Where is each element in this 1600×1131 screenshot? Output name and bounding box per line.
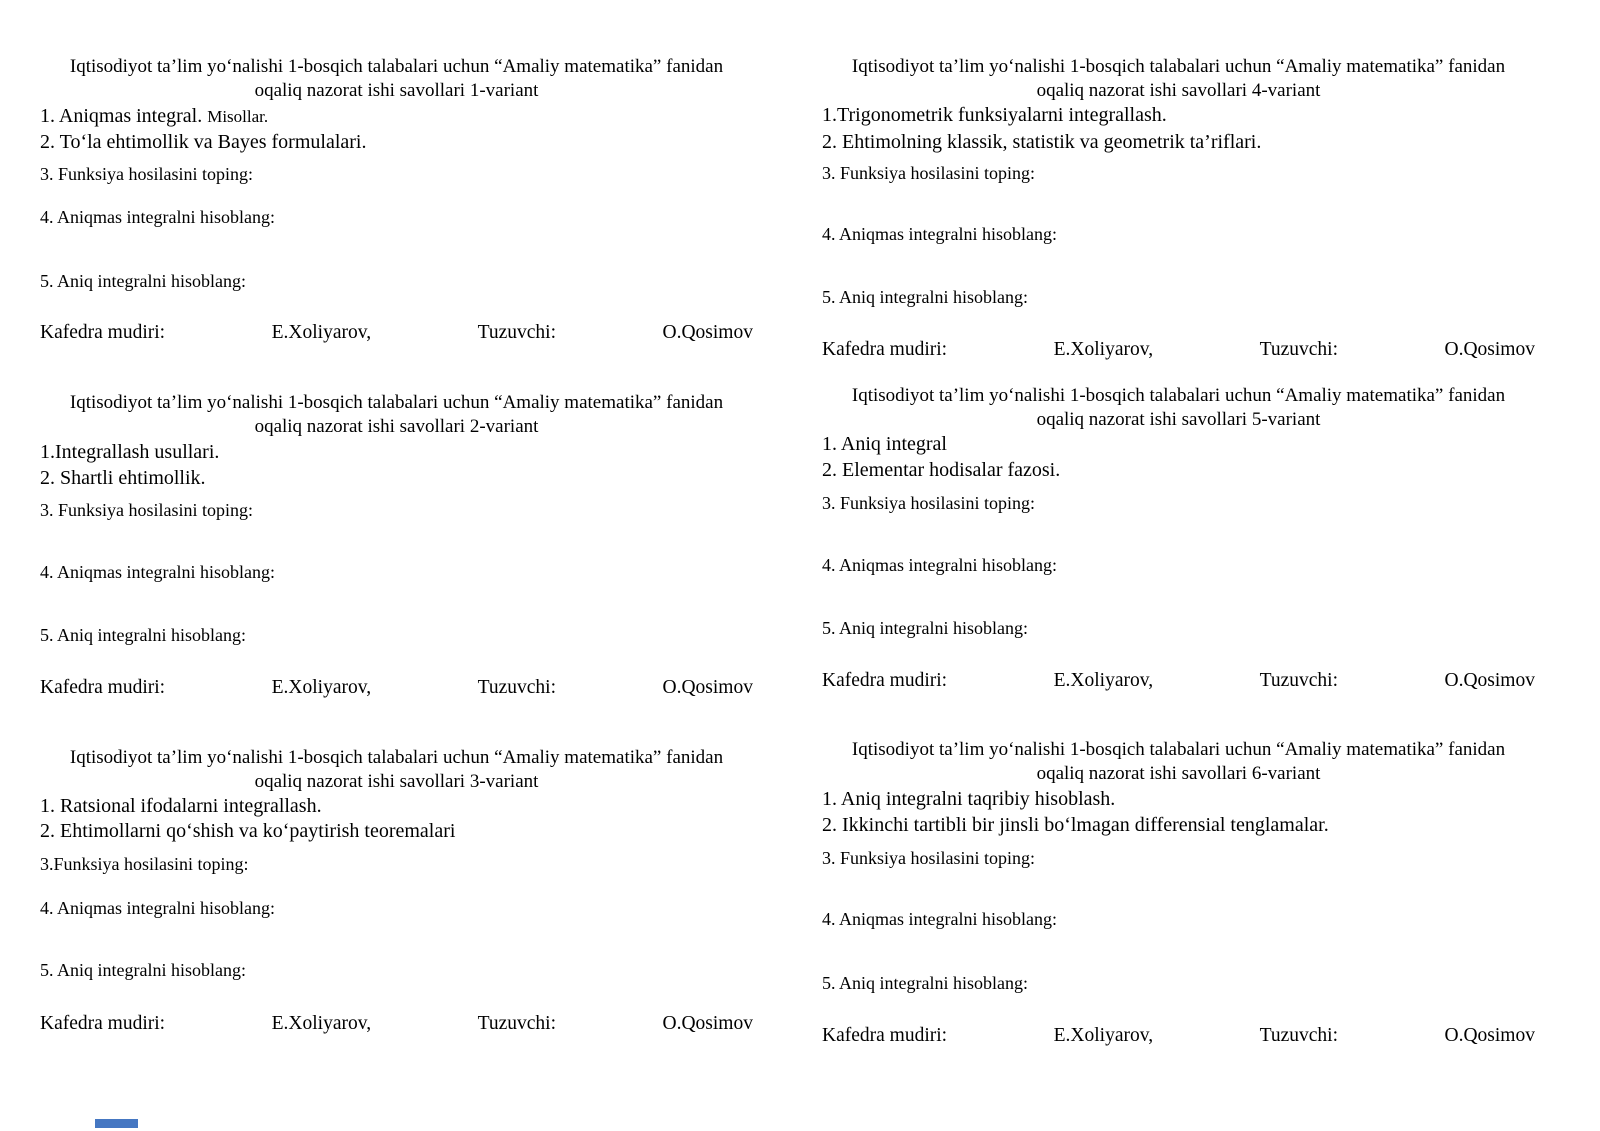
question-text: 2. To‘la ehtimollik va Bayes formulalari. bbox=[40, 131, 367, 153]
question-item-3 bbox=[40, 498, 753, 523]
question-text: 5. Aniq integralni hisoblang: bbox=[40, 271, 246, 291]
tuzuvchi-label: Tuzuvchi: bbox=[477, 322, 556, 343]
question-text: 3. Funksiya hosilasini toping: bbox=[40, 500, 254, 520]
signature-row bbox=[40, 675, 753, 700]
block-header-line2: oqaliq nazorat ishi savollari 4-variant bbox=[1036, 80, 1321, 101]
question-text: 4. Aniqmas integralni hisoblang: bbox=[40, 898, 275, 918]
question-item-3 bbox=[40, 852, 753, 877]
question-item-3 bbox=[822, 491, 1535, 516]
block-header-line1: Iqtisodiyot ta’lim yo‘nalishi 1-bosqich talabalari uchun “Amaliy matematika” fanidan bbox=[69, 747, 724, 768]
block-header-line2: oqaliq nazorat ishi savollari 1-variant bbox=[254, 80, 539, 101]
mudir-name: E.Xoliyarov, bbox=[271, 322, 372, 343]
block-header-line2: oqaliq nazorat ishi savollari 2-variant bbox=[254, 416, 539, 437]
question-item-3 bbox=[822, 846, 1535, 871]
question-item-4 bbox=[822, 907, 1535, 932]
question-item-2 bbox=[822, 130, 1535, 155]
signature-row bbox=[40, 320, 753, 345]
tuzuvchi-name: O.Qosimov bbox=[1444, 339, 1535, 360]
question-item-1 bbox=[822, 103, 1535, 128]
tuzuvchi-name: O.Qosimov bbox=[1444, 1025, 1535, 1046]
block-header-line1: Iqtisodiyot ta’lim yo‘nalishi 1-bosqich talabalari uchun “Amaliy matematika” fanidan bbox=[851, 56, 1506, 77]
question-text: 4. Aniqmas integralni hisoblang: bbox=[40, 562, 275, 582]
variant-block-3 bbox=[40, 746, 753, 1066]
block-header-line2: oqaliq nazorat ishi savollari 6-variant bbox=[1036, 763, 1321, 784]
variant-block-5 bbox=[822, 384, 1535, 704]
kafedra-mudiri-label: Kafedra mudiri: bbox=[40, 322, 166, 343]
block-header-line2: oqaliq nazorat ishi savollari 5-variant bbox=[1036, 409, 1321, 430]
tuzuvchi-label: Tuzuvchi: bbox=[477, 677, 556, 698]
question-text: 3. Funksiya hosilasini toping: bbox=[822, 163, 1036, 183]
question-text: 1. Ratsional ifodalarni integrallash. bbox=[40, 795, 322, 817]
block-header-line1: Iqtisodiyot ta’lim yo‘nalishi 1-bosqich talabalari uchun “Amaliy matematika” fanidan bbox=[851, 739, 1506, 760]
tuzuvchi-label: Tuzuvchi: bbox=[477, 1013, 556, 1034]
mudir-name: E.Xoliyarov, bbox=[1053, 339, 1154, 360]
question-item-2 bbox=[822, 813, 1535, 838]
question-text: 2. Ikkinchi tartibli bir jinsli bo‘lmagan differensial tenglamalar. bbox=[822, 814, 1329, 836]
tuzuvchi-label: Tuzuvchi: bbox=[1259, 670, 1338, 691]
variant-block-4 bbox=[822, 55, 1535, 375]
question-text: 4. Aniqmas integralni hisoblang: bbox=[40, 207, 275, 227]
question-text: 5. Aniq integralni hisoblang: bbox=[822, 973, 1028, 993]
variant-block-2 bbox=[40, 391, 753, 711]
tuzuvchi-name: O.Qosimov bbox=[662, 677, 753, 698]
question-text: 3. Funksiya hosilasini toping: bbox=[40, 164, 254, 184]
kafedra-mudiri-label: Kafedra mudiri: bbox=[40, 1013, 166, 1034]
question-text: 4. Aniqmas integralni hisoblang: bbox=[822, 555, 1057, 575]
question-item-4 bbox=[822, 553, 1535, 578]
question-item-1 bbox=[40, 440, 753, 465]
question-item-4 bbox=[40, 205, 753, 230]
signature-row bbox=[40, 1011, 753, 1036]
question-item-2 bbox=[822, 458, 1535, 483]
block-header-line1: Iqtisodiyot ta’lim yo‘nalishi 1-bosqich talabalari uchun “Amaliy matematika” fanidan bbox=[851, 385, 1506, 406]
question-item-1 bbox=[822, 432, 1535, 457]
question-item-2 bbox=[40, 130, 753, 155]
question-text: 5. Aniq integralni hisoblang: bbox=[40, 625, 246, 645]
question-text: 4. Aniqmas integralni hisoblang: bbox=[822, 909, 1057, 929]
signature-row bbox=[822, 1023, 1535, 1048]
question-item-4 bbox=[40, 560, 753, 585]
tuzuvchi-label: Tuzuvchi: bbox=[1259, 1025, 1338, 1046]
question-text: 5. Aniq integralni hisoblang: bbox=[822, 287, 1028, 307]
question-text: 5. Aniq integralni hisoblang: bbox=[40, 960, 246, 980]
question-item-4 bbox=[822, 222, 1535, 247]
question-text: 2. Shartli ehtimollik. bbox=[40, 467, 206, 489]
question-text: 4. Aniqmas integralni hisoblang: bbox=[822, 224, 1057, 244]
question-text: 2. Elementar hodisalar fazosi. bbox=[822, 459, 1061, 481]
question-item-5 bbox=[822, 616, 1535, 641]
question-item-5 bbox=[822, 285, 1535, 310]
question-text: 5. Aniq integralni hisoblang: bbox=[822, 618, 1028, 638]
question-item-5 bbox=[40, 623, 753, 648]
question-item-1 bbox=[40, 104, 753, 129]
question-text: 3. Funksiya hosilasini toping: bbox=[822, 848, 1036, 868]
block-header-line2: oqaliq nazorat ishi savollari 3-variant bbox=[254, 771, 539, 792]
question-item-5 bbox=[40, 269, 753, 294]
kafedra-mudiri-label: Kafedra mudiri: bbox=[40, 677, 166, 698]
blue-bar-decoration bbox=[95, 1119, 138, 1128]
kafedra-mudiri-label: Kafedra mudiri: bbox=[822, 670, 948, 691]
kafedra-mudiri-label: Kafedra mudiri: bbox=[822, 1025, 948, 1046]
question-item-1 bbox=[40, 794, 753, 819]
question-item-5 bbox=[40, 958, 753, 983]
question-text: 1. Aniq integralni taqribiy hisoblash. bbox=[822, 788, 1116, 810]
signature-row bbox=[822, 337, 1535, 362]
question-item-2 bbox=[40, 819, 753, 844]
question-text: 1. Aniq integral bbox=[822, 433, 947, 455]
mudir-name: E.Xoliyarov, bbox=[1053, 670, 1154, 691]
tuzuvchi-name: O.Qosimov bbox=[1444, 670, 1535, 691]
question-text: 1.Integrallash usullari. bbox=[40, 441, 220, 463]
question-text: 3.Funksiya hosilasini toping: bbox=[40, 854, 249, 874]
question-text: 1.Trigonometrik funksiyalarni integrallash. bbox=[822, 104, 1167, 126]
question-note: Misollar. bbox=[207, 107, 269, 126]
question-text: 2. Ehtimollarni qo‘shish va ko‘paytirish teoremalari bbox=[40, 820, 456, 842]
question-item-1 bbox=[822, 787, 1535, 812]
block-header-line1: Iqtisodiyot ta’lim yo‘nalishi 1-bosqich talabalari uchun “Amaliy matematika” fanidan bbox=[69, 56, 724, 77]
kafedra-mudiri-label: Kafedra mudiri: bbox=[822, 339, 948, 360]
mudir-name: E.Xoliyarov, bbox=[271, 1013, 372, 1034]
tuzuvchi-name: O.Qosimov bbox=[662, 1013, 753, 1034]
signature-row bbox=[822, 668, 1535, 693]
tuzuvchi-name: O.Qosimov bbox=[662, 322, 753, 343]
tuzuvchi-label: Tuzuvchi: bbox=[1259, 339, 1338, 360]
mudir-name: E.Xoliyarov, bbox=[1053, 1025, 1154, 1046]
question-item-3 bbox=[40, 162, 753, 187]
mudir-name: E.Xoliyarov, bbox=[271, 677, 372, 698]
question-item-2 bbox=[40, 466, 753, 491]
question-text: 2. Ehtimolning klassik, statistik va geometrik ta’riflari. bbox=[822, 131, 1262, 153]
variant-block-6 bbox=[822, 738, 1535, 1058]
question-item-3 bbox=[822, 161, 1535, 186]
question-item-5 bbox=[822, 971, 1535, 996]
question-text: 3. Funksiya hosilasini toping: bbox=[822, 493, 1036, 513]
variant-block-1 bbox=[40, 55, 753, 375]
block-header-line1: Iqtisodiyot ta’lim yo‘nalishi 1-bosqich talabalari uchun “Amaliy matematika” fanidan bbox=[69, 392, 724, 413]
question-item-4 bbox=[40, 896, 753, 921]
question-text: 1. Aniqmas integral. bbox=[40, 105, 203, 127]
